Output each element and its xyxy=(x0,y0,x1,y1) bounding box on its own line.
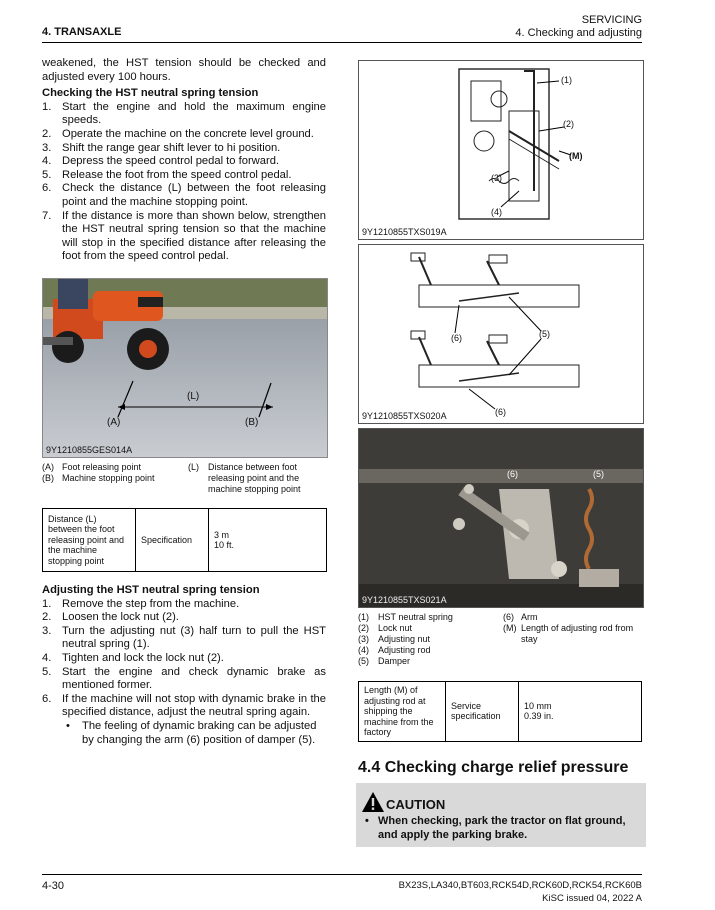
callout-6a: (6) xyxy=(451,333,462,343)
model-list: BX23S,LA340,BT603,RCK54D,RCK60D,RCK54,RCK60B xyxy=(398,880,642,891)
distance-markers xyxy=(43,279,327,457)
list-item: 1. Start the engine and hold the maximum engine speeds. xyxy=(42,100,326,127)
page-number: 4-30 xyxy=(42,880,65,892)
list-item: 5. Start the engine and check dynamic brake as mentioned former. xyxy=(42,665,326,692)
intro-text: weakened, the HST tension should be checked and adjusted every 100 hours. xyxy=(42,57,326,83)
figure-hst-spring xyxy=(358,60,644,240)
spec-value: 10 mm 0.39 in. xyxy=(519,682,642,742)
spec-kind: Service specification xyxy=(446,682,519,742)
spec-item: Distance (L) between the foot releasing point and the machine stopping point xyxy=(43,509,136,572)
figure-id: 9Y1210855TXS019A xyxy=(362,227,447,237)
label-L: (L) xyxy=(187,391,200,402)
adjust-heading: Adjusting the HST neutral spring tension xyxy=(42,584,260,596)
left-column xyxy=(42,57,326,264)
caution-box xyxy=(356,783,646,847)
distance-spec-table xyxy=(42,508,327,572)
adjust-section xyxy=(42,584,326,747)
callout-3: (3) xyxy=(491,173,502,183)
pedal-linkage-drawing xyxy=(359,245,643,423)
list-item: 6. If the machine will not stop with dynamic brake in the specified distance, adjust the neutral spring again. xyxy=(42,692,326,719)
label-B: (B) xyxy=(245,417,259,428)
figure-id: 9Y1210855TXS021A xyxy=(362,595,447,605)
callout-1: (1) xyxy=(561,75,572,85)
caution-text: • When checking, park the tractor on flat ground, and apply the parking brake. xyxy=(365,815,626,841)
header-rule xyxy=(42,42,642,43)
list-item: 3. Shift the range gear shift lever to hi position. xyxy=(42,141,281,154)
check-heading: Checking the HST neutral spring tension xyxy=(42,87,259,100)
section-heading: 4.4 Checking charge relief pressure xyxy=(358,759,629,776)
spec-value: 3 m 10 ft. xyxy=(209,509,327,572)
warning-icon xyxy=(361,791,385,813)
label-A: (A) xyxy=(107,417,121,428)
caution-title: CAUTION xyxy=(386,797,446,812)
figure-id: 9Y1210855GES014A xyxy=(46,445,133,455)
list-item: 3. Turn the adjusting nut (3) half turn to pull the HST neutral spring (1). xyxy=(42,624,326,651)
list-item: 4. Tighten and lock the lock nut (2). xyxy=(42,651,224,664)
list-item: 2. Operate the machine on the concrete level ground. xyxy=(42,127,314,140)
callout-6b: (6) xyxy=(495,407,506,417)
callout-5: (5) xyxy=(593,469,604,479)
check-steps xyxy=(42,101,326,264)
section-title: SERVICING xyxy=(581,14,642,26)
parts-legend-left: (1) HST neutral spring (2) Lock nut (3) Adjusting nut (4) Adjusting rod (5) Damper xyxy=(358,612,453,666)
damper-photo-drawing xyxy=(359,429,643,607)
subsection-title: 4. Checking and adjusting xyxy=(515,27,642,39)
figure-id: 9Y1210855TXS020A xyxy=(362,411,447,421)
footer-rule xyxy=(42,874,642,875)
parts-legend-right: (6) Arm (M) Length of adjusting rod from stay xyxy=(503,612,634,644)
list-item: 4. Depress the speed control pedal to forward. xyxy=(42,155,280,168)
photo-legend-left: (A) Foot releasing point (B) Machine stopping point xyxy=(42,462,155,483)
tractor-photo xyxy=(42,278,328,458)
issue-info: KiSC issued 04, 2022 A xyxy=(542,893,642,904)
figure-pedal-linkage xyxy=(358,244,644,424)
list-item: 5. Release the foot from the speed control pedal. xyxy=(42,168,292,181)
list-item: 6. Check the distance (L) between the foot releasing point and the machine stopping point. xyxy=(42,182,326,208)
adjust-note: • The feeling of dynamic braking can be adjusted by changing the arm (6) position of damper (5). xyxy=(66,719,317,746)
rod-length-spec-table xyxy=(358,681,642,742)
callout-5: (5) xyxy=(539,329,550,339)
list-item: 2. Loosen the lock nut (2). xyxy=(42,611,179,624)
spec-kind: Specification xyxy=(136,509,209,572)
spec-item: Length (M) of adjusting rod at shipping the machine from the factory xyxy=(359,682,446,742)
photo-legend-right: (L) Distance between foot releasing point and the machine stopping point xyxy=(188,462,301,494)
list-item: 1. Remove the step from the machine. xyxy=(42,597,240,610)
callout-M: (M) xyxy=(569,151,583,161)
callout-4: (4) xyxy=(491,207,502,217)
list-item: 7. If the distance is more than shown below, strengthen the HST neutral spring tension so that the machine will stop in the specified distance after releasing the foot from the speed control pedal. xyxy=(42,209,326,263)
callout-6: (6) xyxy=(507,469,518,479)
adjust-steps xyxy=(42,598,326,720)
chapter-title: 4. TRANSAXLE xyxy=(42,26,122,38)
figure-damper-photo xyxy=(358,428,644,608)
callout-2: (2) xyxy=(563,119,574,129)
